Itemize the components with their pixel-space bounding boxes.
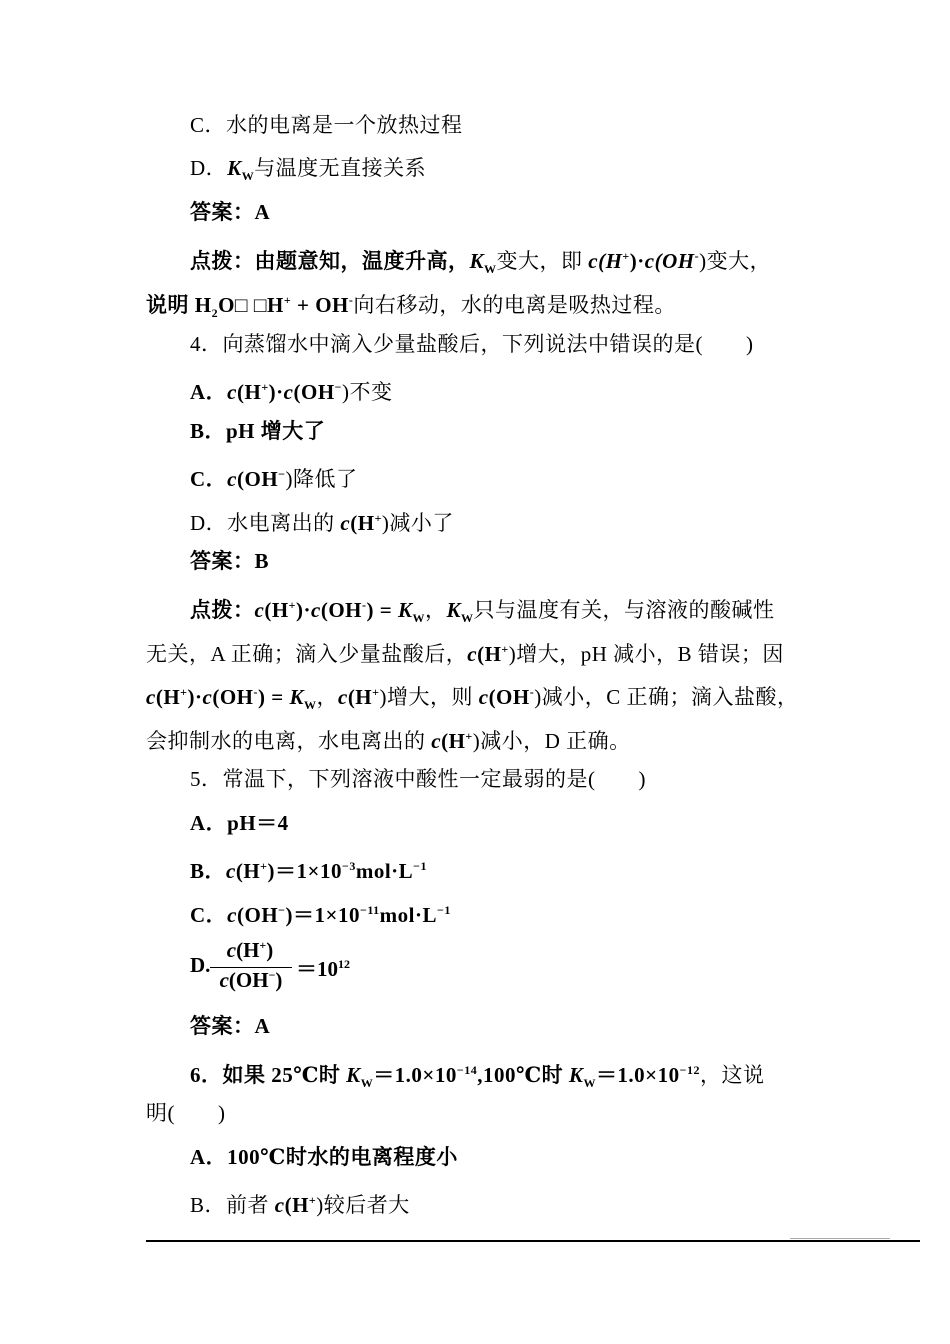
hint-text: ， [424,598,447,622]
option-text: 与温度无直接关系 [254,156,427,180]
k-subscript: W [303,698,317,712]
answer-text: 答案：B [190,549,270,573]
q4-hint-line-3 [0,677,950,720]
c-symbol: c [340,511,351,535]
exponent: −11 [359,903,380,917]
q3-hint-line-1 [0,241,950,284]
q4-hint-line-1 [0,590,950,633]
c-symbol: c [467,642,478,666]
c-symbol: c [431,729,442,753]
superscript: + [261,380,269,394]
footer-rule-shadow [790,1238,890,1239]
c-symbol: c [254,598,265,622]
c-symbol: c [311,598,321,622]
q4-stem [0,329,950,359]
question-stem: 5．常温下，下列溶液中酸性一定最弱的是( ) [190,767,646,791]
exponent: −3 [341,859,356,873]
question-stem: ,100℃时 [477,1063,569,1087]
c-symbol: c [227,380,237,404]
superscript: + [180,685,188,699]
answer-text: 答案：A [190,200,271,224]
q6-option-b [0,1185,950,1220]
k-symbol: K [397,598,413,622]
k-subscript: W [360,1076,374,1090]
formula-text: ) = [366,598,398,622]
c-symbol: c [219,968,229,992]
option-text: )不变 [342,380,393,404]
formula-text: )＝1×10 [285,903,360,927]
formula-text: (H [350,511,375,535]
c-symbol: c [226,938,237,962]
question-stem: 4．向蒸馏水中滴入少量盐酸后，下列说法中错误的是( ) [190,332,754,356]
formula-text: (OH [293,380,335,404]
formula-text: (OH [212,685,254,709]
hint-text: + OH [291,293,349,317]
k-symbol: K [469,249,485,273]
formula-text: (OH [488,685,530,709]
hint-text: 说明 H [146,293,212,317]
q5-stem [0,764,950,794]
k-subscript: W [461,611,474,625]
conc-oh: c(OH [644,249,695,273]
question-stem: 明( ) [146,1101,226,1125]
fraction-numerator [210,938,290,963]
exponent: −1 [413,859,428,873]
formula-text: ＝10 [296,957,338,981]
c-symbol: c [337,685,348,709]
option-letter: C． [190,467,228,491]
superscript: - [348,293,354,307]
superscript: - [529,685,535,699]
q6-stem-line-2 [0,1098,950,1128]
option-text: )较后者大 [316,1193,410,1217]
superscript: - [253,685,258,699]
unit-text: mol·L [379,903,438,927]
superscript: + [622,249,630,263]
fraction-denominator [208,968,294,993]
superscript: − [334,380,343,394]
subscript: 2 [211,306,219,320]
formula-text: )＝1×10 [267,859,342,883]
q4-option-c [0,459,950,494]
k-symbol: K [568,1063,584,1087]
hint-text: 无关，A 正确；滴入少量盐酸后， [146,642,468,666]
unit-text: mol·L [355,859,414,883]
superscript: - [362,598,367,612]
q5-option-a [0,808,950,838]
k-symbol: K [446,598,461,622]
formula-text: ) = [258,685,290,709]
k-subscript: W [583,1076,596,1090]
superscript: + [501,642,509,656]
hint-text: 会抑制水的电离，水电离出的 [146,729,432,753]
superscript: − [268,968,276,982]
option-letter: D． [190,156,228,180]
option-letter: A． [190,380,228,404]
exponent: −14 [456,1063,478,1077]
formula-text: (H [155,685,181,709]
c-symbol: c [146,685,156,709]
q4-option-d [0,503,950,538]
q6-stem-line-1 [0,1055,950,1098]
fraction-equals [296,953,350,983]
superscript: + [308,1193,317,1207]
formula-text: (OH [228,968,269,992]
hint-text: )增大，pH 减小，B 错误；因 [508,642,784,666]
exponent: 12 [338,957,350,971]
q3-hint-line-2 [0,285,950,328]
q3-option-d [0,153,950,191]
superscript: + [288,598,296,612]
c-symbol: c [202,685,213,709]
option-letter: B． [190,859,227,883]
q5-answer [0,1011,950,1041]
k-symbol: K [289,685,304,709]
hint-text: 只与温度有关，与溶液的酸碱性 [473,598,775,622]
superscript: + [260,859,268,873]
formula-text: (H [441,729,466,753]
conc-h: c(H [588,249,623,273]
option-text: A．pH＝4 [190,811,289,835]
formula-text: (OH [237,467,279,491]
equilibrium-text: O□ □H [218,293,284,317]
formula-text: (H [477,642,502,666]
q5-option-c [0,895,950,930]
formula-text: ) [275,968,283,992]
option-text: B．pH 增大了 [190,419,326,443]
hint-text: )减小，C 正确；滴入盐酸， [534,685,799,709]
superscript: + [374,511,382,525]
hint-text: )变大， [699,249,772,273]
superscript: + [465,729,473,743]
c-symbol: c [283,380,294,404]
q4-hint-line-4 [0,721,950,756]
q5-option-b [0,851,950,886]
formula-text: (OH [320,598,362,622]
hint-label: 点拨： [190,598,255,622]
option-text: )降低了 [285,467,358,491]
superscript: − [278,467,286,481]
superscript: + [372,685,380,699]
option-text: )减小了 [381,511,454,535]
q3-option-c-text: C．水的电离是一个放热过程 [190,113,463,137]
c-symbol: c [478,685,489,709]
superscript: + [283,293,292,307]
question-stem: ，这说 [700,1063,765,1087]
q3-option-c [0,110,950,140]
answer-text: 答案：A [190,1014,271,1038]
q5-option-d [190,938,350,998]
formula-text: )· [296,598,311,622]
formula-text: (H [347,685,373,709]
c-symbol: c [274,1193,285,1217]
formula-text: ＝1.0×10 [373,1063,457,1087]
formula-text: (H [264,598,289,622]
formula-text: (H [284,1193,309,1217]
q4-option-b [0,416,950,446]
formula-text: (OH [237,903,279,927]
hint-text: )· [629,249,645,273]
k-subscript: W [484,262,497,276]
superscript: − [278,903,286,917]
option-letter: D. [190,953,211,977]
k-subscript: W [241,169,255,183]
k-symbol: K [227,156,242,180]
question-stem: 6．如果 25℃时 [190,1063,347,1087]
k-symbol: K [346,1063,361,1087]
option-text: A．100℃时水的电离程度小 [190,1145,458,1169]
formula-text: )· [187,685,203,709]
formula-text: (H [236,938,260,962]
hint-text: 向右移动，水的电离是吸热过程。 [353,293,676,317]
option-text: D．水电离出的 [190,511,341,535]
exponent: −1 [437,903,451,917]
hint-text: 点拨：由题意知，温度升高， [190,249,470,273]
superscript: - [694,249,700,263]
q3-answer [0,197,950,227]
option-letter: C． [190,903,228,927]
superscript: + [259,938,267,952]
option-text: B．前者 [190,1193,275,1217]
footer-rule [146,1240,920,1242]
formula-text: (H [235,859,261,883]
hint-text: )增大，则 [379,685,479,709]
k-subscript: W [412,611,425,625]
formula-text: ) [266,938,274,962]
q6-option-a [0,1142,950,1172]
hint-text: 变大，即 [496,249,589,273]
q4-hint-line-2 [0,634,950,669]
exponent: −12 [679,1063,700,1077]
formula-text: (H [237,380,262,404]
q4-answer [0,546,950,576]
c-symbol: c [227,903,237,927]
c-symbol: c [227,467,237,491]
formula-text: )· [268,380,284,404]
hint-text: ， [316,685,338,709]
c-symbol: c [226,859,236,883]
q4-option-a [0,372,950,407]
hint-text: )减小，D 正确。 [472,729,631,753]
formula-text: ＝1.0×10 [595,1063,680,1087]
